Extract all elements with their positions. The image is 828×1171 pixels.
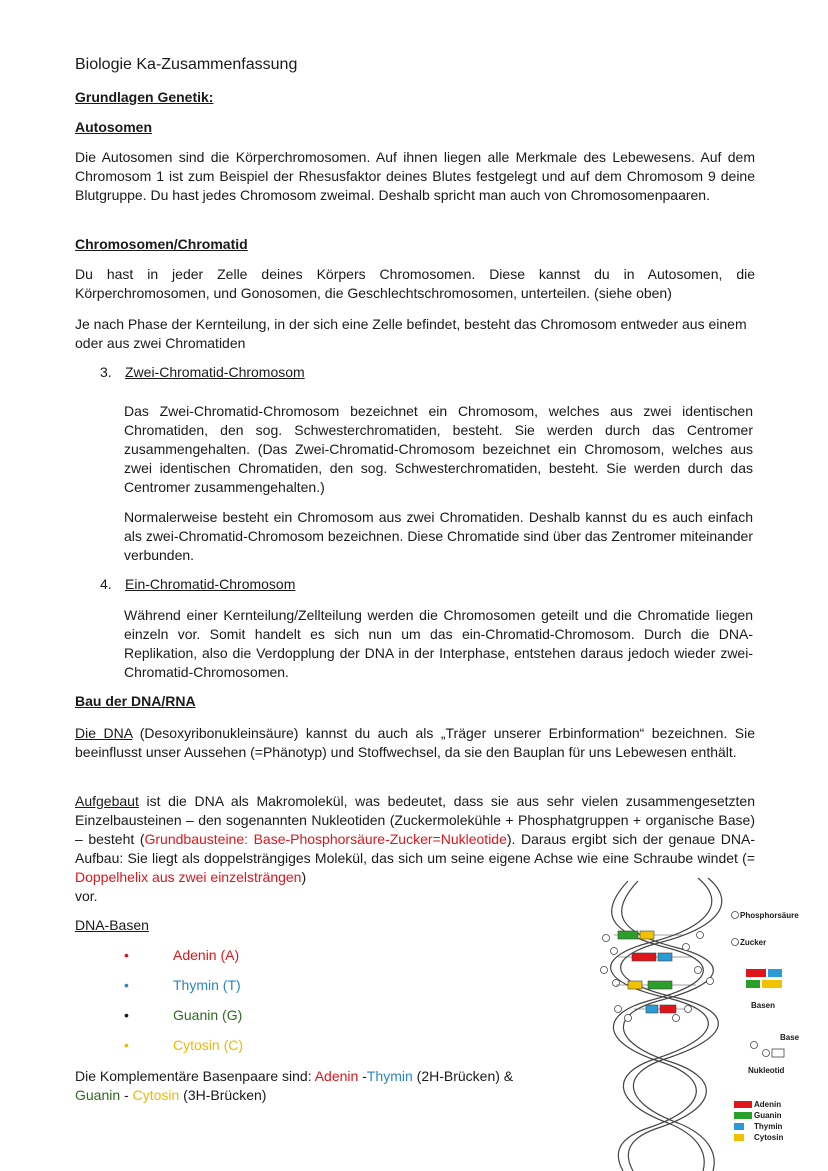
legend-thymin-swatch — [734, 1123, 744, 1130]
base-adenin-2 — [660, 1005, 676, 1013]
heading-autosomen: Autosomen — [75, 119, 152, 135]
legend-basen-thymin-swatch — [768, 969, 782, 977]
nukleotid-base-icon — [772, 1049, 784, 1057]
base-thymin-1 — [658, 953, 672, 961]
aufbau-text-3: ) — [301, 869, 307, 885]
legend-cytosin: Cytosin — [754, 1133, 784, 1142]
aufbau-text-1: ist die DNA als Makromolekül, was bedeutet, dass sie aus sehr vielen zusammengesetzten Einzelbausteinen – den sogenannten Nukleotiden (Zuckermolekühle + Phosphatgruppen + organische Base) – besteht ( — [75, 793, 755, 847]
nukleotid-zucker-icon — [763, 1050, 770, 1057]
legend-basen-adenin-swatch — [746, 969, 766, 977]
bullet-dot: • — [124, 977, 129, 993]
phosphor-icon — [732, 912, 739, 919]
helix-backbone — [611, 878, 722, 1171]
legend-guanin-swatch — [734, 1112, 752, 1119]
base-item-adenin — [124, 947, 239, 963]
kompl-thymin: Thymin — [366, 1068, 413, 1084]
base-item-guanin — [124, 1007, 242, 1023]
base-adenin-1 — [632, 953, 656, 961]
nukleotid-phosphor-icon — [751, 1042, 758, 1049]
legend-base: Base — [780, 1033, 800, 1042]
bullet-dot: • — [124, 1007, 129, 1023]
paragraph-zwei-chromatid-2: Normalerweise besteht ein Chromosom aus zwei Chromatiden. Deshalb kannst du es auch einfach als zwei-Chromatid-Chromosom bezeichnen. Diese Chromatide sind über das Zentromer miteinander verbunden. — [124, 509, 753, 563]
dna-helix-diagram — [588, 873, 818, 1171]
kompl-cytosin: Cytosin — [132, 1087, 180, 1103]
paragraph-chromosomen-1: Du hast in jeder Zelle deines Körpers Chromosomen. Diese kannst du in Autosomen, die Körperchromosomen, und Gonosomen, die Geschlechtschromosomen, unterteilen. (siehe oben) — [75, 266, 755, 301]
list-number-4: 4. — [100, 576, 112, 592]
legend-adenin-swatch — [734, 1101, 752, 1108]
diagram-legend — [732, 911, 800, 1142]
bullet-dot: • — [124, 947, 129, 963]
kompl-text-1: Die Komplementäre Basenpaare sind: — [75, 1068, 315, 1084]
list-number-3: 3. — [100, 364, 112, 380]
paragraph-chromosomen-2: Je nach Phase der Kernteilung, in der sich eine Zelle befindet, besteht das Chromosom entweder aus einem oder aus zwei Chromatiden — [75, 316, 747, 351]
base-label-adenin: Adenin (A) — [173, 947, 240, 963]
aufbau-vor: vor. — [75, 888, 98, 904]
legend-basen-guanin-swatch — [746, 980, 760, 988]
base-thymin-2 — [646, 1005, 658, 1013]
aufbau-doppelhelix: Doppelhelix aus zwei einzelsträngen — [75, 869, 302, 885]
base-cytosin-2 — [628, 981, 642, 989]
base-guanin-1 — [618, 931, 638, 939]
heading-chromosomen-chromatid: Chromosomen/Chromatid — [75, 236, 248, 252]
heading-grundlagen-genetik: Grundlagen Genetik: — [75, 89, 214, 105]
legend-basen-cytosin-swatch — [762, 980, 782, 988]
legend-nukleotid: Nukleotid — [748, 1066, 785, 1075]
term-aufgebaut: Aufgebaut — [75, 793, 139, 809]
paragraph-komplementaer — [75, 1067, 575, 1105]
legend-adenin: Adenin — [754, 1100, 782, 1109]
heading-bau-dna-rna: Bau der DNA/RNA — [75, 693, 196, 709]
legend-cytosin-swatch — [734, 1134, 744, 1141]
aufbau-text-2: ). Daraus ergibt sich der genaue DNA-Aufbau: Sie liegt als doppelsträngiges Molekül, das sich um seine eigene Achse wie eine Schraube windet (= — [75, 831, 755, 866]
base-guanin-2 — [648, 981, 672, 989]
aufbau-grundbausteine: Grundbausteine: Base-Phosphorsäure-Zucker=Nukleotide — [144, 831, 507, 847]
base-item-thymin — [124, 977, 241, 993]
dna-intro-text: (Desoxyribonukleinsäure) kannst du auch als „Träger unserer Erbinformation“ bezeichnen. Sie beeinflusst unser Aussehen (=Phänotyp) und Stoffwechsel, da sie den Bauplan für uns Lebewesen enthält. — [75, 725, 755, 760]
zucker-icon — [732, 939, 739, 946]
legend-zucker: Zucker — [740, 938, 767, 947]
kompl-text-3: (3H-Brücken) — [179, 1087, 267, 1103]
paragraph-dna-intro — [75, 724, 755, 762]
kompl-adenin: Adenin — [314, 1068, 359, 1084]
base-label-thymin: Thymin (T) — [173, 977, 241, 993]
legend-thymin: Thymin — [754, 1122, 783, 1131]
kompl-dash-1: - — [358, 1068, 367, 1084]
paragraph-zwei-chromatid-1: Das Zwei-Chromatid-Chromosom bezeichnet ein Chromosom, welches aus zwei identischen Chromatiden, den sog. Schwesterchromatiden, besteht. Sie werden durch das Centromer zusammengehalten. (Das Zwei-Chromatid-Chromosom bezeichnet ein Chromosom, welches aus zwei identischen Chromatiden, den sog. Schwesterchromatiden, besteht. Sie werden durch das Centromer zusammengehalten.) — [124, 403, 753, 495]
kompl-guanin: Guanin — [75, 1087, 121, 1103]
list-item-4 — [100, 576, 295, 592]
kompl-dash-2: - — [120, 1087, 133, 1103]
term-die-dna: Die DNA — [75, 725, 133, 741]
list-title-ein-chromatid: Ein-Chromatid-Chromosom — [125, 576, 296, 592]
legend-guanin: Guanin — [754, 1111, 782, 1120]
list-item-3 — [100, 364, 305, 380]
base-label-cytosin: Cytosin (C) — [173, 1037, 244, 1053]
base-label-guanin: Guanin (G) — [173, 1007, 243, 1023]
base-cytosin-1 — [640, 931, 654, 939]
bullet-dot: • — [124, 1037, 129, 1053]
heading-dna-basen: DNA-Basen — [75, 917, 149, 933]
paragraph-autosomen: Die Autosomen sind die Körperchromosomen. Auf ihnen liegen alle Merkmale des Lebewesens. Auf dem Chromosom 1 ist zum Beispiel der Rhesusfaktor deines Blutes festgelegt und auf dem Chromosom 9 deine Blutgruppe. Du hast jedes Chromosom zweimal. Deshalb spricht man auch von Chromosomenpaaren. — [75, 149, 755, 203]
kompl-text-2: (2H-Brücken) & — [412, 1068, 514, 1084]
document-title: Biologie Ka-Zusammenfassung — [75, 56, 298, 73]
legend-phosphorsaeure: Phosphorsäure — [740, 911, 799, 920]
list-title-zwei-chromatid: Zwei-Chromatid-Chromosom — [125, 364, 305, 380]
legend-basen: Basen — [751, 1001, 776, 1010]
paragraph-ein-chromatid: Während einer Kernteilung/Zellteilung werden die Chromosomen geteilt und die Chromatide liegen einzeln vor. Somit handelt es sich nun um das ein-Chromatid-Chromosom. Durch die DNA-Replikation, also die Verdopplung der DNA in der Interphase, entstehen daraus jedoch wieder zwei-Chromatid-Chromosomen. — [124, 607, 753, 680]
base-item-cytosin — [124, 1037, 243, 1053]
